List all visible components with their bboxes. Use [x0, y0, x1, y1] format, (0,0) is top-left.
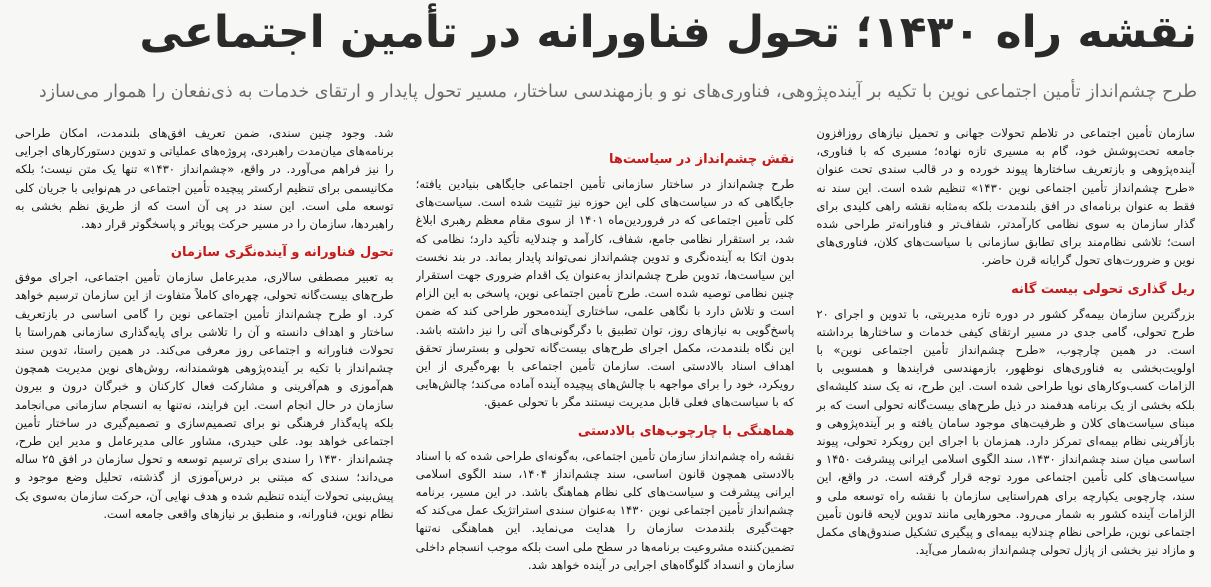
section-heading: نقش چشم‌انداز در سیاست‌ها [608, 152, 795, 167]
section-heading: هماهنگی با چارچوب‌های بالادستی [577, 423, 795, 439]
section-heading: ریل گذاری تحولی بیست گانه [1011, 281, 1195, 297]
column-right [816, 124, 1195, 582]
paragraph: نقشه راه چشم‌انداز سازمان تأمین اجتماعی، به‌گونه‌ای طراحی شده که با اسناد بالادستی همچون قانون اساسی، سند چشم‌انداز ۱۴۰۴، سند الگوی اسلامی ایرانی پیشرفت و سیاست‌های کلی نظام هماهنگ باشد. در این مسیر، برنامه چشم‌انداز تأمین اجتماعی نوین ۱۴۳۰ به‌عنوان سندی استراتژیک عمل می‌کند که جهت‌گیری بلندمدت سازمان را هدایت می‌نماید. این هماهنگی نه‌تنها تضمین‌کننده مشروعیت برنامه‌ها در سطح ملی است بلکه موجب انسجام داخلی سازمان و انسداد گلوگاه‌های اجرایی در آینده خواهد شد. [415, 448, 795, 572]
paragraph: طرح چشم‌انداز در ساختار سازمانی تأمین اجتماعی جایگاهی بنیادین یافته؛ جایگاهی که در سیاست‌های کلی این حوزه نیز تثبیت شده است. سیاست‌های کلی تأمین اجتماعی که در فروردین‌ماه ۱۴۰۱ از سوی مقام معظم رهبری ابلاغ شد، بر استقرار نظامی جامع، شفاف، کارآمد و چندلایه تأکید دارد؛ نظامی که بدون اتکا به آینده‌نگری و تدوین چشم‌انداز نمی‌تواند پایدار بماند. در بند نخست این سیاست‌ها، تدوین طرح چشم‌انداز به‌عنوان یک اقدام ضروری جهت استقرار چنین نظامی توصیه شده است. طرح تأمین اجتماعی نوین، پاسخی به این الزام است و تلاش دارد با نگاهی علمی، ساختاری آینده‌محور طراحی کند که ضمن پاسخ‌گویی به نیازهای روز، توان تطبیق با دگرگونی‌های آتی را نیز داشته باشد. این نگاه بلندمدت، مکمل اجرای طرح‌های بیست‌گانه تحولی و بسترساز تحقق اهداف اسناد بالادستی است. سازمان تأمین اجتماعی با بهره‌گیری از این رویکرد، خود را برای مواجهه با چالش‌های پیچیده آینده آماده می‌کند؛ چالش‌هایی که با سیاست‌های فعلی قابل مدیریت نیستند مگر با تحولی عمیق. [415, 177, 795, 410]
paragraph: بزرگترین سازمان بیمه‌گر کشور در دوره تازه مدیریتی، با تدوین و اجرای ۲۰ طرح تحولی، گامی جدی در مسیر ارتقای کیفی خدمات و ساختارها برداشته است. در همین چارچوب، «طرح چشم‌انداز تأمین اجتماعی نوین» با اولویت‌بخشی به فناوری‌های نوظهور، بازمهندسی فرایندها و همسویی با الزامات کسب‌وکارهای نوپا طراحی شده است. این طرح، نه یک سند کلیشه‌ای بلکه بخشی از یک برنامه هدفمند در ذیل طرح‌های بیست‌گانه تحولی است که بر مبنای سیاست‌های کلان و ظرفیت‌های موجود سامان یافته و بر آینده‌پژوهی و بازآفرینی نظام بیمه‌ای تمرکز دارد. همزمان با اجرای این رویکرد تحولی، پیوند اساسی میان سند چشم‌انداز ۱۴۳۰، سند الگوی اسلامی ایرانی پیشرفت ۱۴۵۰ و سیاست‌های کلی تأمین اجتماعی مورد توجه قرار گرفته است. در واقع، این سند، چارچوبی یکپارچه برای هم‌راستایی سازمان با نقشه راه توسعه ملی و الزامات آینده کشور به شمار می‌رود. محورهایی مانند تدوین لایحه قانون تأمین اجتماعی نوین، طراحی نظام چندلایه بیمه‌ای و پیگیری تشکیل صندوق‌های مکمل و مازاد نیز بخشی از پازل تحولی چشم‌انداز به‌شمار می‌آید. [816, 306, 1195, 558]
paragraph: شد. وجود چنین سندی، ضمن تعریف افق‌های بلندمدت، امکان طراحی برنامه‌های میان‌مدت راهبردی، پروژه‌های عملیاتی و تدوین دستورکارهای اجرایی را نیز فراهم می‌آورد. در واقع، «چشم‌انداز ۱۴۳۰» تنها یک متن نیست؛ بلکه مکانیسمی برای تنظیم ارکستر پیچیده تأمین اجتماعی در هم‌نوایی با جریان کلی توسعه ملی است. این سند در پی آن است که از طریق نظم بخشی به راهبردها، سازمان را در مسیر حرکت پویاتر و پاسخگوتر قرار دهد. [14, 126, 394, 232]
section-heading: تحول فناورانه و آینده‌نگری سازمان [170, 245, 394, 261]
headline: نقشه راه ۱۴۳۰؛ تحول فناورانه در تأمین اجتماعی [139, 7, 1197, 58]
paragraph: به تعبیر مصطفی سالاری، مدیرعامل سازمان تأمین اجتماعی، اجرای موفق طرح‌های بیست‌گانه تحولی، چهره‌ای کاملاً متفاوت از این سازمان ترسیم خواهد کرد. او طرح چشم‌انداز تأمین اجتماعی نوین را گامی اساسی در بازتعریف ساختار و اهداف دانسته و آن را تلاشی برای پایه‌گذاری سازمانی هم‌راستا با تحولات فناورانه و اجتماعی روز معرفی می‌کند. در همین راستا، تدوین سند چشم‌انداز با تکیه بر آینده‌پژوهی هوشمندانه، روش‌های نوین مدیریت همچون هم‌آموزی و هم‌آفرینی و مشارکت فعال کارکنان و خبرگان درون و بیرون سازمان در حال انجام است. این فرایند، نه‌تنها به انسجام سازمانی می‌انجامد بلکه پایه‌گذار فرهنگی نو برای تصمیم‌سازی و تصمیم‌گیری در ساختار تأمین اجتماعی خواهد بود. علی حیدری، مشاور عالی مدیرعامل و مدیر این طرح، چشم‌انداز ۱۴۳۰ را سندی برای ترسیم توسعه و تحول سازمان در افق ۲۵ ساله می‌داند؛ سندی که مبتنی بر درس‌آموزی از گذشته، تحلیل وضع موجود و پیش‌بینی تحولات آینده تنظیم شده و هدف نهایی آن، حرکت سازمان به‌سوی یک نظام نوین، فناورانه، و منطبق بر نیازهای واقعی جامعه است. [14, 270, 394, 521]
paragraph: سازمان تأمین اجتماعی در تلاطم تحولات جهانی و تحمیل نیازهای روزافزون جامعه تحت‌پوشش خود، گام به مسیری تازه نهاده؛ مسیری که با فناوری، آینده‌پژوهی و بازتعریف ساختارها پیوند خورده و در قالب سندی تحت عنوان «طرح چشم‌انداز تأمین اجتماعی نوین ۱۴۳۰» تنظیم شده است. این سند نه فقط به عنوان برنامه‌ای در افق بلندمدت بلکه به‌مثابه نقشه راهی کلیدی برای گذار سازمان به سوی نظامی کارآمدتر، شفاف‌تر و فناورانه‌تر طراحی شده است؛ تلاشی نظام‌مند برای تطابق سازمانی با سیاست‌های کلان، فناوری‌های نوین و ضرورت‌های تحول گرایانه قرن حاضر. [816, 126, 1195, 268]
column-middle [416, 124, 795, 582]
column-left [15, 124, 394, 582]
article-body [15, 124, 1195, 582]
subheadline: طرح چشم‌انداز تأمین اجتماعی نوین با تکیه بر آینده‌پژوهی، فناوری‌های نو و بازمهندسی ساختار، مسیر تحول پایدار و ارتقای خدمات به ذی‌نفعان را هموار می‌سازد [38, 82, 1197, 102]
